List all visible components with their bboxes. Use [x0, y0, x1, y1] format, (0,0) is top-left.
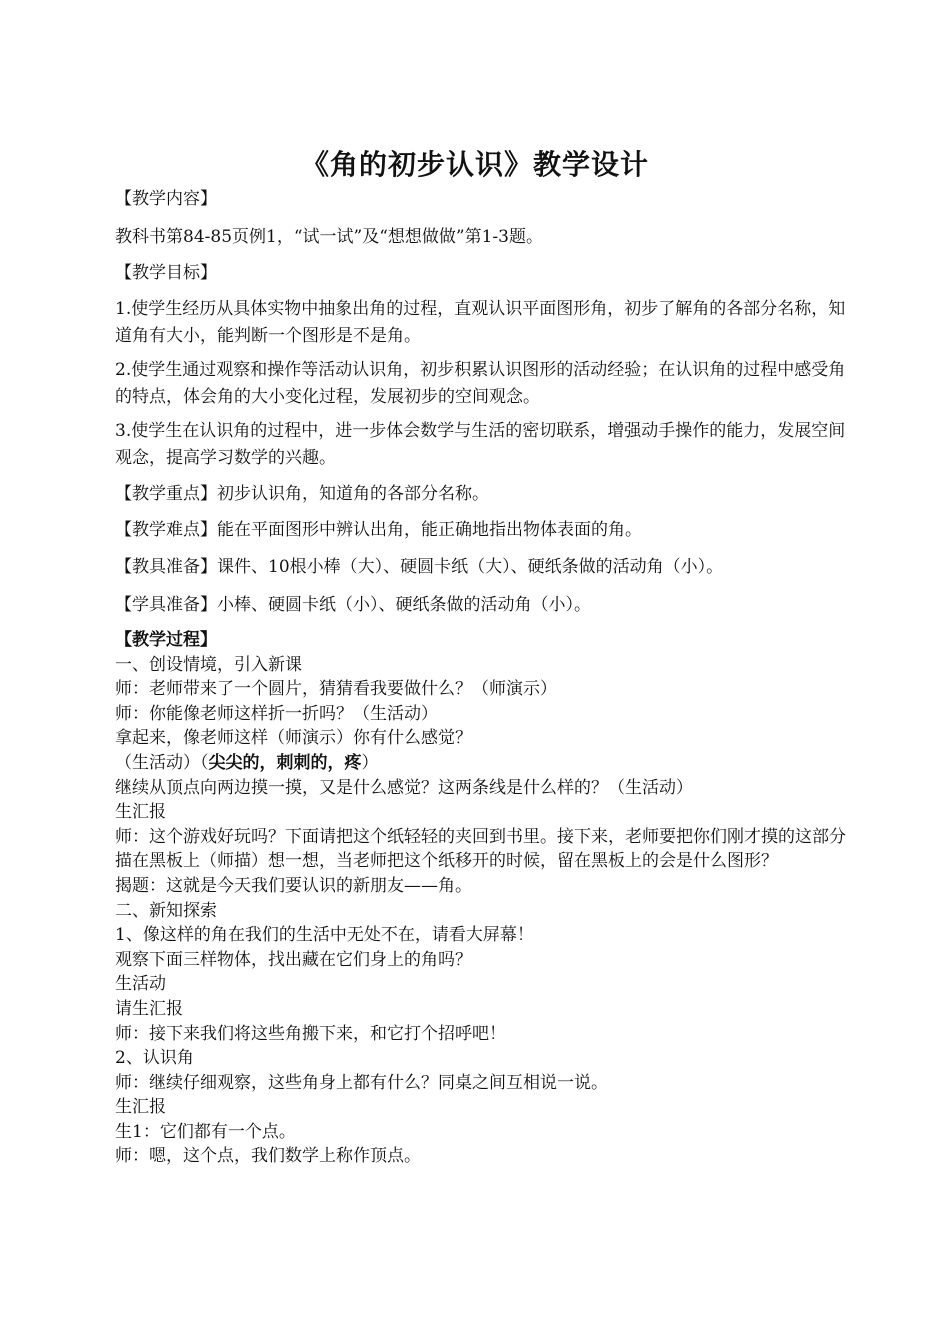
goals-heading: 【教学目标】: [115, 263, 217, 283]
process-line: 师：接下来我们将这些角搬下来，和它打个招呼吧！: [115, 1023, 506, 1044]
difficulty-label: 【教学难点】: [115, 520, 217, 540]
process-line: 继续从顶点向两边摸一摸，又是什么感觉？这两条线是什么样的？（生活动）: [115, 777, 693, 798]
process-heading: 【教学过程】: [115, 630, 217, 650]
key-point-label: 【教学重点】: [115, 484, 217, 504]
content-text: 教科书第84-85页例1，“试一试”及“想想做做”第1-3题。: [115, 227, 543, 247]
process-line: 生汇报: [115, 802, 166, 823]
process-line: 师：嗯，这个点，我们数学上称作顶点。: [115, 1146, 421, 1167]
teacher-tools-text: 课件、10根小棒（大）、硬圆卡纸（大）、硬纸条做的活动角（小）。: [217, 557, 724, 577]
process-section: [115, 628, 850, 1169]
process-line: 二、新知探索: [115, 900, 217, 921]
process-line: 请生汇报: [115, 998, 183, 1019]
student-tools: [115, 592, 850, 619]
process-line: 1、像这样的角在我们的生活中无处不在，请看大屏幕！: [115, 925, 534, 946]
goal-item-1: 1.使学生经历从具体实物中抽象出角的过程，直观认识平面图形角，初步了解角的各部分名称，知道角有大小，能判断一个图形是不是角。: [115, 299, 846, 346]
key-point: [115, 481, 850, 508]
key-point-text: 初步认识角，知道角的各部分名称。: [217, 484, 489, 504]
goal-item-2: 2.使学生通过观察和操作等活动认识角，初步积累认识图形的活动经验；在认识角的过程中感受角的特点，体会角的大小变化过程，发展初步的空间观念。: [115, 360, 846, 407]
process-line: 观察下面三样物体，找出藏在它们身上的角吗？: [115, 949, 472, 970]
process-line: 师：继续仔细观察，这些角身上都有什么？同桌之间互相说一说。: [115, 1072, 608, 1093]
emphasis-text: 尖尖的，刺刺的，疼: [208, 752, 362, 773]
teacher-tools-label: 【教具准备】: [115, 557, 217, 577]
process-line: 师：这个游戏好玩吗？下面请把这个纸轻轻的夹回到书里。接下来，老师要把你们刚才摸的这部分描在黑板上（师描）想一想，当老师把这个纸移开的时候，留在黑板上的会是什么图形？: [115, 826, 846, 872]
difficulty-text: 能在平面图形中辨认出角，能正确地指出物体表面的角。: [217, 520, 642, 540]
process-line: 拿起来，像老师这样（师演示）你有什么感觉？: [115, 728, 472, 749]
teacher-tools: [115, 554, 850, 581]
document-title: 《角的初步认识》教学设计: [300, 148, 649, 181]
difficulty: [115, 517, 850, 544]
process-line: 2、认识角: [115, 1048, 194, 1069]
process-line: 师：你能像老师这样折一折吗？（生活动）: [115, 703, 438, 724]
process-line: 揭题：这就是今天我们要认识的新朋友——角。: [115, 875, 472, 896]
process-line: 师：老师带来了一个圆片，猜猜看我要做什么？（师演示）: [115, 679, 557, 700]
student-tools-text: 小棒、硬圆卡纸（小）、硬纸条做的活动角（小）。: [217, 595, 591, 615]
process-line: 生活动: [115, 974, 166, 995]
process-line: 生1：它们都有一个点。: [115, 1121, 296, 1142]
process-line: 一、创设情境，引入新课: [115, 654, 302, 675]
process-line: （生活动）（尖尖的，刺刺的，疼）: [115, 752, 379, 773]
process-line: 生汇报: [115, 1097, 166, 1118]
goal-item-3: 3.使学生在认识角的过程中，进一步体会数学与生活的密切联系，增强动手操作的能力，发展空间观念，提高学习数学的兴趣。: [115, 421, 846, 468]
content-heading: 【教学内容】: [115, 189, 217, 209]
student-tools-label: 【学具准备】: [115, 595, 217, 615]
